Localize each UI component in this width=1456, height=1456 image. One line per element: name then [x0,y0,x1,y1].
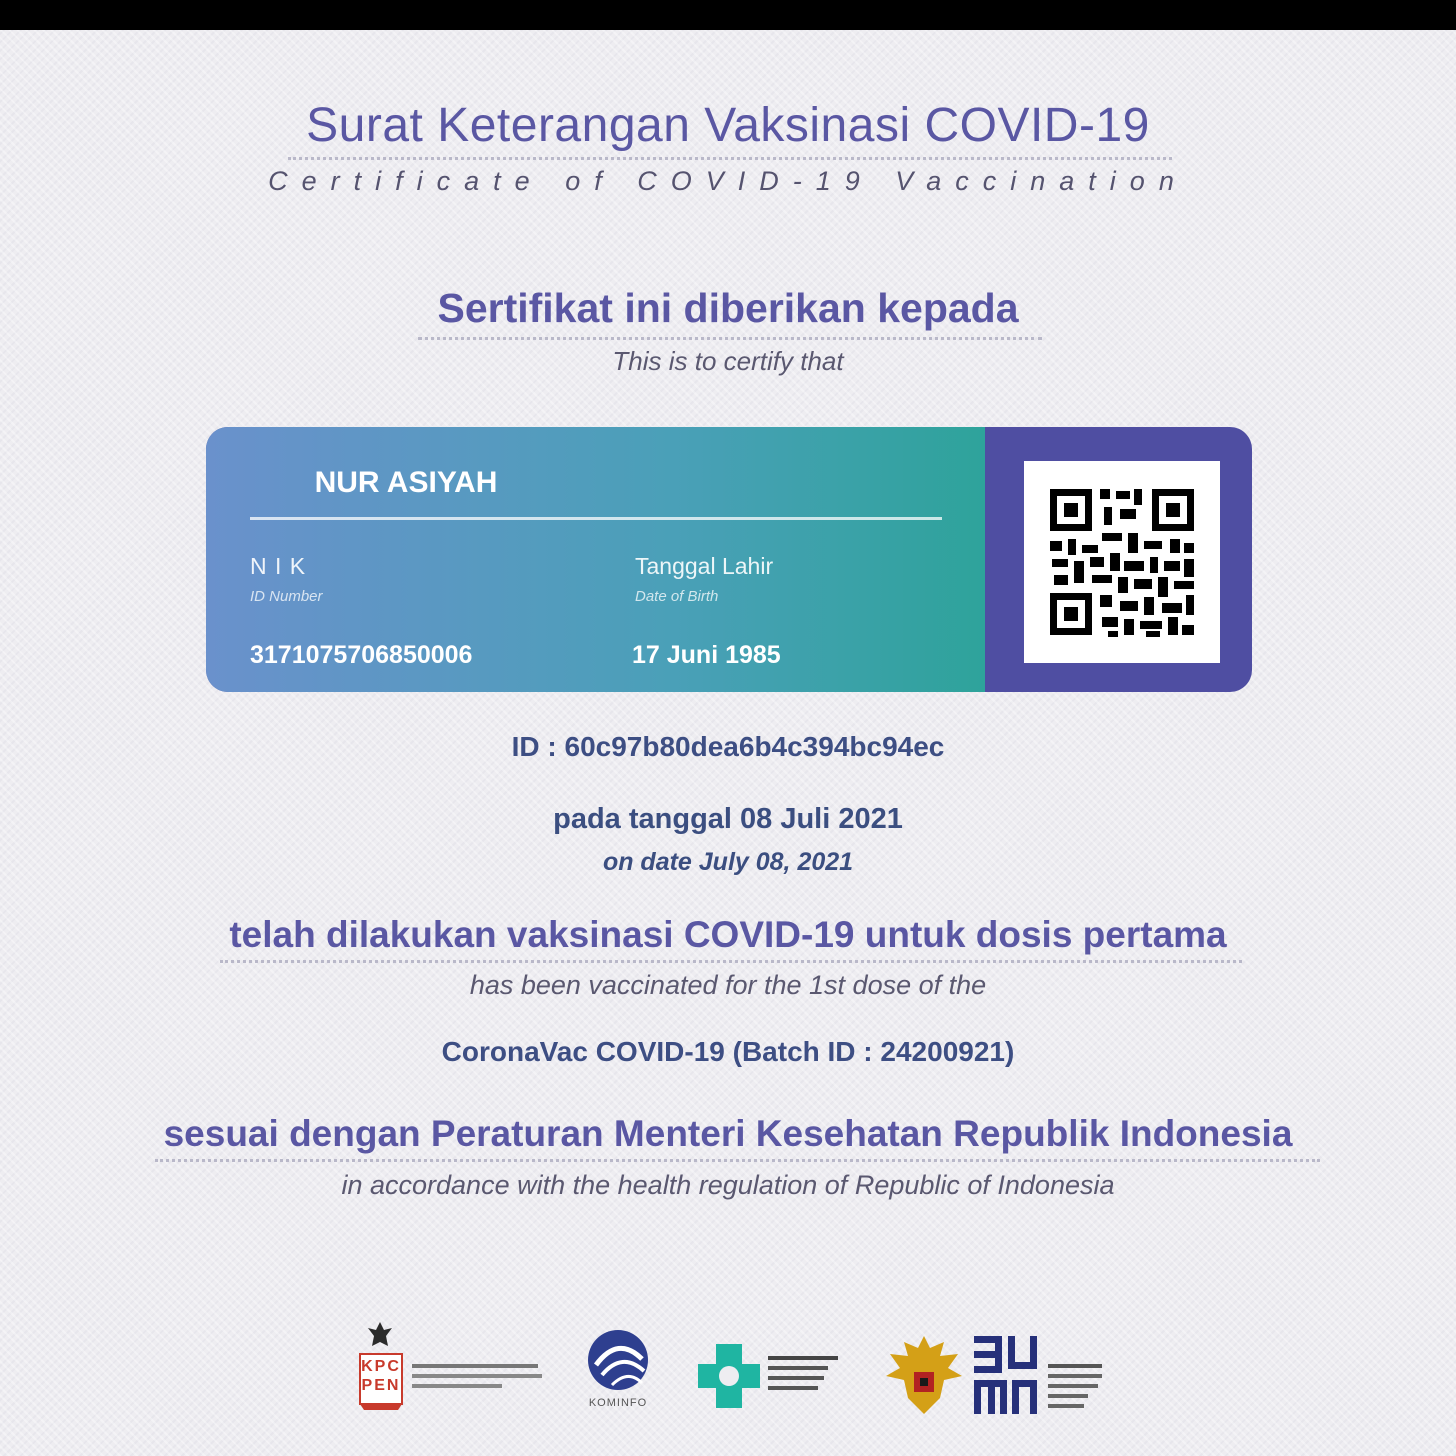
vaccinated-statement: telah dilakukan vaksinasi COVID-19 untuk dosis pertama [229,914,1227,955]
garuda-logo [884,1332,964,1418]
bumn-fineprint [1048,1404,1084,1408]
kemenkes-logo [694,1340,844,1415]
vaccinated-divider [220,960,1242,963]
nik-sublabel: ID Number [250,588,323,605]
holder-name: NUR ASIYAH [314,466,498,499]
bumn-fineprint [1048,1384,1098,1388]
kemenkes-fineprint [768,1366,828,1370]
vaccine-batch: CoronaVac COVID-19 (Batch ID : 24200921) [441,1036,1015,1067]
dob-label: Tanggal Lahir [635,553,774,579]
vaccinated-statement-english: has been vaccinated for the 1st dose of the [469,970,987,1000]
given-to-divider [418,337,1042,340]
qr-code[interactable] [1024,461,1220,663]
kemenkes-fineprint [768,1386,818,1390]
bumn-fineprint [1048,1394,1088,1398]
certificate-title-english: Certificate of COVID-19 Vaccination [268,166,1188,196]
title-divider [288,157,1172,160]
garuda-pancasila-icon [884,1332,964,1418]
dob-sublabel: Date of Birth [635,588,719,605]
given-to-heading: Sertifikat ini diberikan kepada [437,285,1019,331]
nik-label: N I K [250,553,307,579]
kemenkes-fineprint [768,1356,838,1360]
kpcpen-fineprint [412,1384,502,1388]
given-to-english: This is to certify that [612,346,844,376]
dob-value: 17 Juni 1985 [632,641,781,669]
bumn-fineprint [1048,1364,1102,1368]
vaccination-date: pada tanggal 08 Juli 2021 [553,803,903,835]
kominfo-logo [578,1325,658,1415]
nik-value: 3171075706850006 [250,641,473,669]
bumn-fineprint [1048,1374,1102,1378]
name-underline [250,517,942,520]
certificate-title: Surat Keterangan Vaksinasi COVID-19 [306,99,1150,152]
kpcpen-logo [358,1320,548,1410]
kominfo-icon [578,1325,658,1395]
kpcpen-fineprint [412,1374,542,1378]
regulation-statement-english: in accordance with the health regulation of Republic of Indonesia [341,1170,1115,1200]
top-black-bar [0,0,1456,30]
kemenkes-fineprint [768,1376,824,1380]
certificate-id: ID : 60c97b80dea6b4c394bc94ec [511,731,945,762]
kpcpen-fineprint [412,1364,538,1368]
qr-code-icon [1024,461,1220,663]
kpcpen-text: KPC PEN [361,1358,401,1394]
kominfo-text: KOMINFO [588,1397,648,1409]
kemenkes-icon [694,1340,764,1412]
regulation-statement: sesuai dengan Peraturan Menteri Kesehatan Republik Indonesia [163,1113,1293,1154]
bumn-logo [972,1332,1107,1418]
regulation-divider [155,1159,1320,1162]
bumn-icon [972,1332,1040,1416]
vaccination-date-english: on date July 08, 2021 [602,848,854,876]
